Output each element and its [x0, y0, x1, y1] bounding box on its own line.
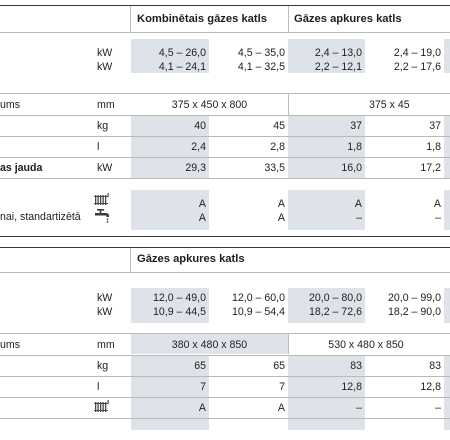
t2-power-c4a: 20,0 – 99,0: [387, 292, 441, 304]
t1-power-c4b: 2,2 – 17,6: [393, 61, 441, 73]
t2-volume-c4: 12,8: [420, 381, 441, 393]
t2-top-rule: [0, 247, 450, 248]
t1-classwater-c2: A: [277, 212, 285, 224]
t1-header-rule: [0, 32, 450, 33]
t1-volume-c1: 2,4: [191, 141, 206, 153]
t1-rule-d: [0, 157, 450, 158]
t2-power-c2a: 12,0 – 60,0: [231, 292, 285, 304]
t1-dim-unit: mm: [97, 99, 115, 111]
t1-volume-c2: 2,8: [270, 141, 285, 153]
t1-header-group2: Gāzes apkures katls: [294, 13, 402, 25]
t1-header-left-divider: [130, 5, 131, 32]
t1-rule-c: [0, 136, 450, 137]
t2-volume-c1: 7: [200, 381, 206, 393]
t2-volume-c3: 12,8: [341, 381, 362, 393]
t1-power-c1b: 4,1 – 24,1: [158, 61, 206, 73]
t1-classwater-c3: –: [356, 212, 362, 224]
t1-capacity-c3: 16,0: [341, 162, 362, 174]
t1-weight-unit: kg: [97, 120, 109, 132]
t2-power-c2b: 10,9 – 54,4: [231, 306, 285, 318]
t2-header-group1: Gāzes apkures katls: [137, 253, 245, 265]
t1-dim-label: ums: [0, 99, 21, 111]
t1-power-c4a: 2,4 – 19,0: [393, 47, 441, 59]
radiator-icon: [94, 400, 110, 413]
t2-classheat-c2: A: [277, 402, 285, 414]
t1-weight-c4: 37: [429, 120, 441, 132]
t1-top-rule: [0, 5, 450, 6]
t1-classwater-c1: A: [198, 212, 206, 224]
t1-power-unit2: kW: [97, 61, 113, 73]
t1-classheat-c1: A: [198, 198, 206, 210]
t1-power-c1a: 4,5 – 26,0: [158, 47, 206, 59]
t2-power-unit1: kW: [97, 292, 113, 304]
t1-capacity-unit: kW: [97, 162, 113, 174]
t2-classheat-c3: –: [356, 402, 362, 414]
t1-volume-unit: l: [97, 141, 100, 153]
t2-classheat-c4: –: [435, 402, 441, 414]
t1-classheat-c4: A: [433, 198, 441, 210]
t1-edge-shade-b: [444, 116, 450, 178]
t2-rule-e: [0, 418, 450, 419]
t1-rule-b: [0, 115, 450, 116]
t2-weight-unit: kg: [97, 360, 109, 372]
t2-header-rule: [0, 272, 450, 273]
t1-dim-g2: 375 x 45: [369, 99, 410, 111]
t1-weight-c1: 40: [194, 120, 206, 132]
t2-rule-c: [0, 376, 450, 377]
t2-power-unit2: kW: [97, 306, 113, 318]
t2-weight-c1: 65: [194, 360, 206, 372]
t2-rule-b: [0, 355, 450, 356]
t2-rule-a: [0, 333, 450, 334]
t1-capacity-c4: 17,2: [420, 162, 441, 174]
t2-power-c1a: 12,0 – 49,0: [152, 292, 206, 304]
t1-power-c2a: 4,5 – 35,0: [237, 47, 285, 59]
t2-power-c4b: 18,2 – 90,0: [387, 306, 441, 318]
t2-power-c3b: 18,2 – 72,6: [308, 306, 362, 318]
t2-weight-c3: 83: [350, 360, 362, 372]
t1-volume-c4: 1,8: [426, 141, 441, 153]
t1-capacity-c2: 33,5: [264, 162, 285, 174]
t2-volume-c2: 7: [279, 381, 285, 393]
t2-weight-c2: 65: [273, 360, 285, 372]
t1-dim-divider: [288, 93, 289, 115]
t1-edge-shade: [444, 39, 450, 73]
t1-power-unit1: kW: [97, 47, 113, 59]
t1-classwater-c4: –: [435, 212, 441, 224]
t1-power-c3a: 2,4 – 13,0: [314, 47, 362, 59]
t2-volume-unit: l: [97, 381, 100, 393]
t1-power-c3b: 2,2 – 12,1: [314, 61, 362, 73]
t2-power-c1b: 10,9 – 44,5: [152, 306, 206, 318]
t2-weight-c4: 83: [429, 360, 441, 372]
t2-dim-unit: mm: [97, 339, 115, 351]
t2-header-left-divider: [130, 247, 131, 272]
t2-dim-g1: 380 x 480 x 850: [171, 339, 248, 351]
t1-volume-c3: 1,8: [347, 141, 362, 153]
t2-power-c3a: 20,0 – 80,0: [308, 292, 362, 304]
t1-capacity-c1: 29,3: [185, 162, 206, 174]
tap-icon: [94, 209, 110, 223]
t1-classwater-label: nai, standartizētā: [0, 211, 81, 223]
t1-dim-g1: 375 x 450 x 800: [171, 99, 248, 111]
t1-capacity-label: as jauda: [0, 162, 43, 174]
t2-classheat-c1: A: [198, 402, 206, 414]
t1-group-divider: [288, 5, 289, 32]
t1-header-group1: Kombinētais gāzes katls: [137, 13, 267, 25]
t1-rule-a: [0, 93, 450, 94]
t1-weight-c2: 45: [273, 120, 285, 132]
t1-weight-c3: 37: [350, 120, 362, 132]
t2-dim-g2: 530 x 480 x 850: [328, 339, 404, 351]
t1-bottom-rule: [0, 236, 450, 237]
t1-classheat-c2: A: [277, 198, 285, 210]
t2-dim-label: ums: [0, 339, 21, 351]
t2-edge-shade: [444, 288, 450, 323]
t2-rule-d: [0, 397, 450, 398]
t1-classheat-c3: A: [354, 198, 362, 210]
t1-rule-e: [0, 178, 450, 179]
t1-power-c2b: 4,1 – 32,5: [237, 61, 285, 73]
radiator-icon: [94, 193, 110, 206]
t1-edge-shade-c: [444, 190, 450, 230]
